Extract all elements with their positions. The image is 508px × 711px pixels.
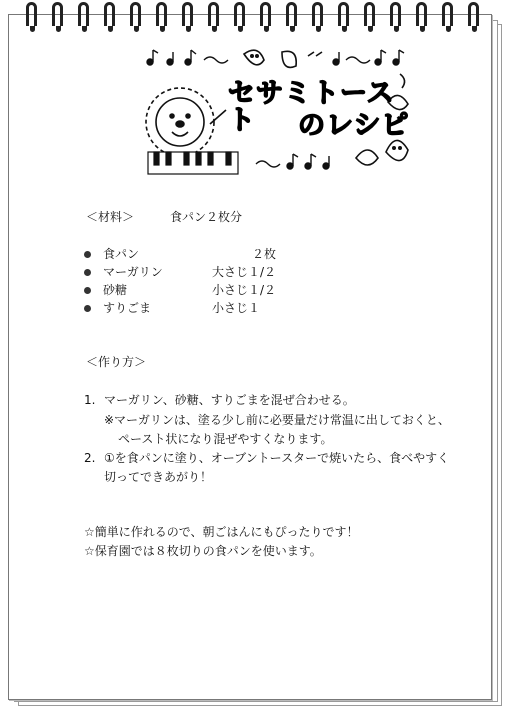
ingredient-amount: 小さじ１ [212, 301, 261, 315]
spiral-ring [182, 2, 193, 26]
music-note-icon [393, 50, 404, 65]
leaf-icon [282, 51, 296, 67]
ingredients-heading: ＜材料＞ [86, 210, 135, 224]
spiral-ring [390, 2, 401, 26]
spiral-ring [338, 2, 349, 26]
ingredient-name: 砂糖 [103, 283, 128, 297]
ingredient-name: すりごま [103, 301, 152, 315]
music-note-icon [333, 52, 339, 65]
music-note-icon [167, 52, 173, 65]
leaf-icon [244, 50, 264, 65]
leaf-icon [386, 140, 408, 160]
spiral-ring [104, 2, 115, 26]
note-line: ☆簡単に作れるので、朝ごはんにもぴったりです！ [84, 525, 359, 539]
spiral-ring [468, 2, 479, 26]
title-line-1: セサミトースト [228, 78, 395, 136]
music-note-icon [287, 154, 298, 169]
spiral-ring [234, 2, 245, 26]
step-text: 切ってできあがり！ [104, 470, 213, 484]
serving-size: 食パン２枚分 [170, 210, 243, 224]
ingredient-amount: ２枚 [252, 247, 277, 261]
method-heading: ＜作り方＞ [86, 355, 147, 369]
spiral-ring [78, 2, 89, 26]
step-note: ペースト状になり混ぜやすくなります。 [118, 432, 333, 446]
spiral-ring [26, 2, 37, 26]
bullet-icon [84, 305, 91, 312]
lion-icon [146, 88, 226, 156]
ingredient-amount: 大さじ１/２ [212, 265, 277, 279]
bullet-icon [84, 251, 91, 258]
step-text: マーガリン、砂糖、すりごまを混ぜ合わせる。 [104, 393, 355, 407]
spiral-ring [130, 2, 141, 26]
step-text: ①を食パンに塗り、オーブントースターで焼いたら、食べやすく [104, 451, 450, 465]
bullet-icon [84, 287, 91, 294]
piano-icon [148, 152, 238, 174]
music-note-icon [185, 50, 196, 65]
title-illustration [140, 40, 420, 190]
ingredient-name: 食パン [103, 247, 140, 261]
spiral-binding [20, 0, 490, 34]
spiral-ring [260, 2, 271, 26]
spiral-ring [312, 2, 323, 26]
spiral-ring [208, 2, 219, 26]
ingredient-name: マーガリン [103, 265, 163, 279]
spiral-ring [364, 2, 375, 26]
music-note-icon [305, 154, 316, 169]
music-note-icon [375, 50, 386, 65]
step-number: 2. [84, 451, 96, 465]
music-note-icon [323, 156, 329, 169]
spiral-ring [156, 2, 167, 26]
spiral-ring [416, 2, 427, 26]
spiral-ring [442, 2, 453, 26]
step-number: 1. [84, 393, 96, 407]
bullet-icon [84, 269, 91, 276]
title-line-2: のレシピ [298, 110, 410, 141]
music-note-icon [147, 50, 158, 65]
ingredient-amount: 小さじ１/２ [212, 283, 277, 297]
spiral-ring [52, 2, 63, 26]
step-note: ※マーガリンは、塗る少し前に必要量だけ常温に出しておくと、 [104, 413, 450, 427]
note-line: ☆保育園では８枚切りの食パンを使います。 [84, 544, 322, 558]
leaf-icon [356, 150, 378, 165]
spiral-ring [286, 2, 297, 26]
